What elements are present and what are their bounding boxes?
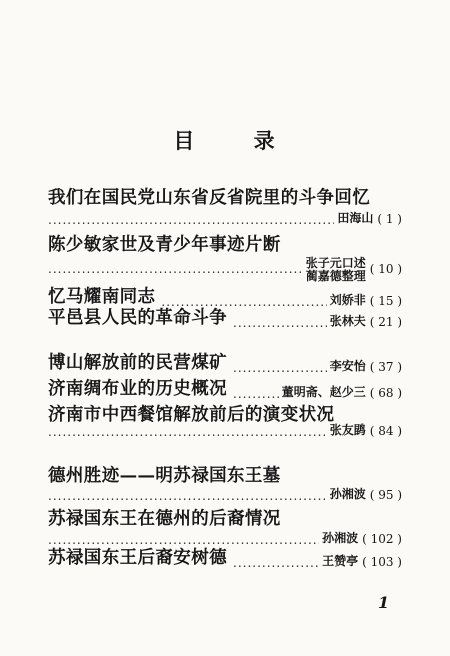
toc-entry-author: 张子元口述 (305, 256, 366, 270)
toc-entry-row[interactable] (48, 208, 402, 226)
toc-entry-page: ( 10 ) (369, 262, 402, 276)
toc-entry-page: ( 95 ) (369, 488, 402, 502)
toc-entry-row[interactable] (48, 255, 402, 283)
toc-entry-author: 孙湘波 (322, 531, 359, 545)
toc-entry-authors (306, 257, 366, 283)
contents-title: 目 录 (173, 128, 301, 153)
toc-entry-page: ( 103 ) (362, 555, 402, 569)
dot-leader (48, 490, 327, 502)
toc-entry-author: 孙湘波 (329, 487, 366, 501)
dot-leader (48, 214, 334, 226)
toc-entry-title: 平邑县人民的革命斗争 (48, 308, 227, 328)
toc-entry-page: ( 102 ) (362, 532, 402, 546)
toc-entry-title[interactable]: 德州胜迹——明苏禄国东王墓 (48, 466, 281, 486)
page-number: 1 (378, 593, 390, 612)
dot-leader (48, 426, 327, 438)
toc-entry-row[interactable] (48, 305, 402, 329)
toc-entry-row[interactable] (48, 484, 402, 502)
toc-entry-author: 王赞亭 (322, 554, 359, 568)
toc-entry-page: ( 68 ) (369, 386, 402, 400)
toc-entry-page: ( 21 ) (369, 315, 402, 329)
toc-entry-title: 济南绸布业的历史概况 (48, 379, 227, 399)
toc-entry-title: 忆马耀南同志 (48, 287, 156, 307)
toc-entry-page: ( 37 ) (369, 360, 402, 374)
dot-leader (233, 388, 279, 400)
toc-entry-page: ( 84 ) (369, 424, 402, 438)
toc-entry-row[interactable] (48, 350, 402, 374)
toc-entry-page: ( 15 ) (369, 294, 402, 308)
toc-entry-title[interactable]: 陈少敏家世及青少年事迹片断 (48, 235, 281, 255)
toc-entry-author: 蔺嘉德整理 (305, 269, 366, 283)
dot-leader (233, 317, 327, 329)
toc-entry-author: 董明斋、赵少三 (281, 385, 366, 399)
toc-entry-title[interactable]: 我们在国民党山东省反省院里的斗争回忆 (48, 188, 371, 208)
toc-entry-row[interactable] (48, 545, 402, 569)
toc-entry-title: 博山解放前的民营煤矿 (48, 353, 227, 373)
toc-entry-author: 张林夫 (329, 314, 366, 328)
toc-entry-author: 刘娇非 (329, 293, 366, 307)
dot-leader (48, 263, 303, 275)
toc-entry-author: 田海山 (337, 211, 374, 225)
toc-entry-row[interactable] (48, 376, 402, 400)
toc-entry-title[interactable]: 苏禄国东王在德州的后裔情况 (48, 509, 281, 529)
toc-entry-title[interactable]: 济南市中西餐馆解放前后的演变状况 (48, 405, 335, 425)
toc-entry-author: 李安怡 (329, 359, 366, 373)
toc-entry-page: ( 1 ) (377, 212, 402, 226)
toc-entry-row[interactable] (48, 420, 402, 438)
toc-entry-author: 张友鹍 (329, 423, 366, 437)
dot-leader (233, 557, 319, 569)
toc-entry-title: 苏禄国东王后裔安树德 (48, 548, 227, 568)
dot-leader (233, 362, 327, 374)
